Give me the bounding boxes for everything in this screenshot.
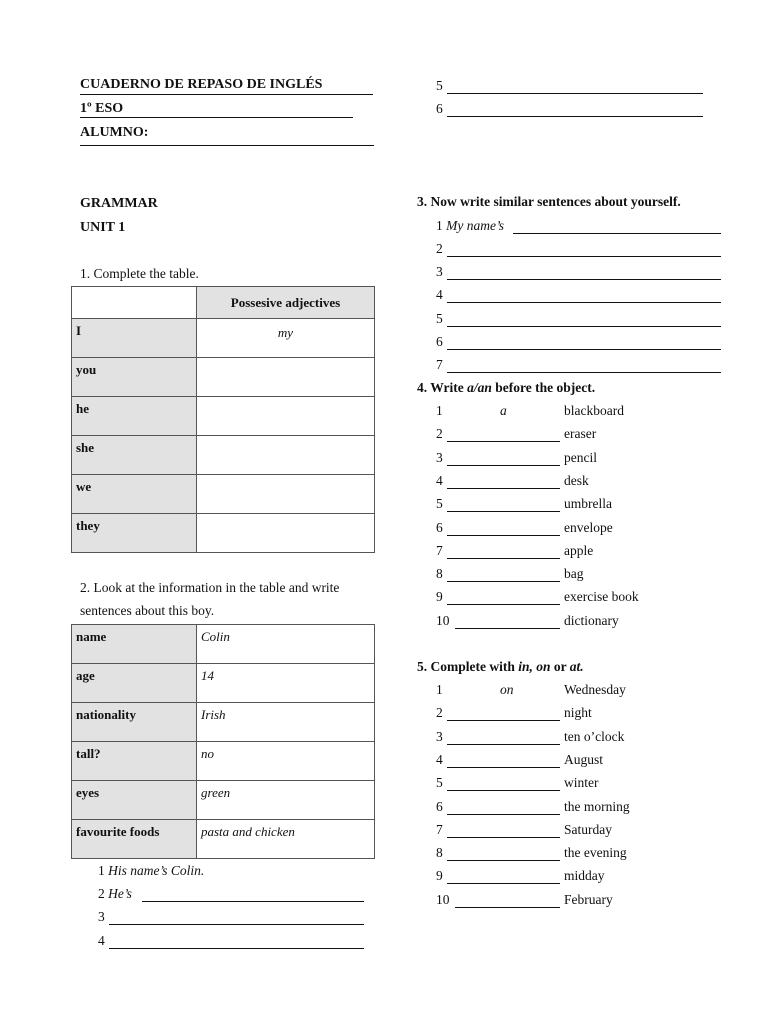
list-item <box>436 543 736 561</box>
table-row <box>72 820 375 859</box>
ex2-answer-6 <box>436 101 706 119</box>
answer-line[interactable] <box>447 93 703 94</box>
boy-info-table <box>71 624 375 859</box>
blank-line[interactable] <box>455 907 560 908</box>
ex5-instruction-em2: at. <box>569 659 584 674</box>
item-number: 5 <box>436 496 443 512</box>
blank-line[interactable] <box>447 488 560 489</box>
list-item <box>436 496 736 514</box>
ex2-answer-5 <box>436 78 706 96</box>
info-value-cell: Colin <box>197 625 375 664</box>
item-word: umbrella <box>564 496 612 512</box>
item-word: envelope <box>564 519 613 535</box>
possessive-table <box>71 286 375 553</box>
example-answer: on <box>500 682 514 697</box>
answer-number: 3 <box>98 909 105 924</box>
ex4-instruction-pre: 4. Write <box>417 380 468 395</box>
answer-prompt: He’s <box>108 886 132 901</box>
ex5-instruction <box>417 659 584 675</box>
answer-line[interactable] <box>447 349 721 350</box>
item-word: winter <box>564 775 599 791</box>
answer-number: 4 <box>98 933 105 948</box>
answer-line[interactable] <box>513 233 721 234</box>
table-row <box>72 514 375 553</box>
section-grammar: GRAMMAR <box>80 196 158 211</box>
ex2-answer-3 <box>98 909 368 927</box>
info-label-cell: name <box>72 625 197 664</box>
info-value-cell: no <box>197 742 375 781</box>
list-item <box>436 775 736 793</box>
student-label: ALUMNO: <box>80 125 149 140</box>
info-value-cell: Irish <box>197 703 375 742</box>
item-number: 9 <box>436 589 443 605</box>
answer-cell[interactable] <box>197 514 375 553</box>
ex4-instruction <box>417 380 595 396</box>
blank-line[interactable] <box>447 511 560 512</box>
info-label-cell: tall? <box>72 742 197 781</box>
ex2-answer-4 <box>98 933 368 951</box>
answer-line[interactable] <box>447 256 721 257</box>
info-value-cell: pasta and chicken <box>197 820 375 859</box>
table-row <box>72 436 375 475</box>
item-number: 7 <box>436 542 443 558</box>
blank-line[interactable] <box>447 744 560 745</box>
item-number: 8 <box>436 845 443 861</box>
table-row <box>72 664 375 703</box>
item-word: exercise book <box>564 589 639 605</box>
item-number: 7 <box>436 821 443 837</box>
list-item <box>436 845 736 863</box>
item-word: bag <box>564 566 584 582</box>
list-item <box>436 403 736 421</box>
list-item <box>436 822 736 840</box>
answer-line[interactable] <box>447 302 721 303</box>
table-corner-cell <box>72 287 197 319</box>
item-number: 3 <box>436 728 443 744</box>
answer-number: 4 <box>436 287 443 302</box>
ex3-answer-5 <box>436 311 726 329</box>
answer-number: 1 <box>98 863 105 878</box>
pronoun-cell: they <box>72 514 197 553</box>
answer-line[interactable] <box>109 948 364 949</box>
answer-number: 5 <box>436 78 443 93</box>
blank-line[interactable] <box>447 465 560 466</box>
ex4-instruction-post: before the object. <box>491 380 596 395</box>
ex3-answer-2 <box>436 241 726 259</box>
item-word: blackboard <box>564 403 624 418</box>
answer-line[interactable] <box>447 279 721 280</box>
blank-line[interactable] <box>447 883 560 884</box>
item-number: 2 <box>436 705 443 721</box>
item-word: pencil <box>564 449 597 465</box>
table-column-header: Possesive adjectives <box>197 287 375 319</box>
ex2-instruction-line2: sentences about this boy. <box>80 603 215 618</box>
item-number: 1 <box>436 403 443 418</box>
item-word: the evening <box>564 845 627 861</box>
item-word: midday <box>564 868 605 884</box>
list-item <box>436 520 736 538</box>
item-word: desk <box>564 472 589 488</box>
ex2-answer-2 <box>98 886 368 904</box>
blank-line[interactable] <box>447 441 560 442</box>
item-word: the morning <box>564 798 630 814</box>
item-number: 6 <box>436 798 443 814</box>
table-row <box>72 781 375 820</box>
pronoun-cell: you <box>72 358 197 397</box>
list-item <box>436 868 736 886</box>
list-item <box>436 892 736 910</box>
info-label-cell: eyes <box>72 781 197 820</box>
table-row <box>72 319 375 358</box>
blank-line[interactable] <box>447 558 560 559</box>
blank-line[interactable] <box>447 581 560 582</box>
pronoun-cell: she <box>72 436 197 475</box>
info-label-cell: age <box>72 664 197 703</box>
answer-line[interactable] <box>447 116 703 117</box>
table-row <box>72 358 375 397</box>
item-number: 6 <box>436 519 443 535</box>
answer-number: 7 <box>436 357 443 372</box>
list-item <box>436 473 736 491</box>
blank-line[interactable] <box>447 860 560 861</box>
info-value-cell: 14 <box>197 664 375 703</box>
answer-line[interactable] <box>142 901 364 902</box>
ex5-instruction-mid: or <box>550 659 570 674</box>
answer-prompt: My name’s <box>446 218 504 233</box>
blank-line[interactable] <box>447 837 560 838</box>
blank-line[interactable] <box>447 604 560 605</box>
list-item <box>436 450 736 468</box>
item-word: ten o’clock <box>564 728 625 744</box>
table-row <box>72 625 375 664</box>
item-word: dictionary <box>564 612 619 628</box>
ex5-instruction-em1: in, on <box>518 659 551 674</box>
answer-cell[interactable] <box>197 475 375 514</box>
list-item <box>436 705 736 723</box>
item-number: 1 <box>436 682 443 697</box>
title-underline <box>80 94 373 95</box>
blank-line[interactable] <box>447 790 560 791</box>
answer-number: 2 <box>436 241 443 256</box>
answer-number: 2 <box>98 886 105 901</box>
blank-line[interactable] <box>447 814 560 815</box>
ex3-answer-6 <box>436 334 726 352</box>
answer-number: 1 <box>436 218 443 233</box>
list-item <box>436 682 736 700</box>
table-row <box>72 742 375 781</box>
answer-number: 6 <box>436 334 443 349</box>
info-label-cell: nationality <box>72 703 197 742</box>
item-number: 3 <box>436 449 443 465</box>
answer-number: 6 <box>436 101 443 116</box>
section-unit: UNIT 1 <box>80 220 126 235</box>
course-line <box>80 117 353 118</box>
item-number: 4 <box>436 751 443 767</box>
answer-example: His name’s Colin. <box>108 863 205 878</box>
example-answer: a <box>500 403 507 418</box>
ex3-instruction: 3. Now write similar sentences about yourself. <box>417 194 681 209</box>
ex3-answer-1 <box>436 218 726 236</box>
list-item <box>436 589 736 607</box>
table-row <box>72 475 375 514</box>
item-word: night <box>564 705 592 721</box>
answer-cell[interactable] <box>197 436 375 475</box>
ex2-answer-1 <box>98 863 368 881</box>
item-word: February <box>564 891 613 907</box>
pronoun-cell: he <box>72 397 197 436</box>
answer-number: 5 <box>436 311 443 326</box>
item-word: Wednesday <box>564 682 626 697</box>
ex2-instruction-line1: 2. Look at the information in the table and write <box>80 580 340 595</box>
answer-cell[interactable] <box>197 358 375 397</box>
blank-line[interactable] <box>447 535 560 536</box>
item-number: 10 <box>436 891 450 907</box>
list-item <box>436 566 736 584</box>
info-label-cell: favourite foods <box>72 820 197 859</box>
ex4-instruction-em: a/an <box>467 380 492 395</box>
blank-line[interactable] <box>447 720 560 721</box>
list-item <box>436 729 736 747</box>
item-word: August <box>564 751 604 767</box>
ex3-answer-3 <box>436 264 726 282</box>
answer-line[interactable] <box>447 326 721 327</box>
answer-cell[interactable]: my <box>197 319 375 358</box>
course-label: 1º ESO <box>80 101 124 116</box>
item-number: 5 <box>436 775 443 791</box>
table-row <box>72 703 375 742</box>
item-word: eraser <box>564 426 597 442</box>
item-word: Saturday <box>564 821 612 837</box>
list-item <box>436 799 736 817</box>
item-number: 9 <box>436 868 443 884</box>
item-number: 4 <box>436 472 443 488</box>
worksheet-title: CUADERNO DE REPASO DE INGLÉS <box>80 77 323 92</box>
ex3-answer-7 <box>436 357 726 375</box>
item-number: 8 <box>436 566 443 582</box>
item-word: apple <box>564 542 594 558</box>
answer-line[interactable] <box>109 924 364 925</box>
ex1-instruction: 1. Complete the table. <box>80 266 199 281</box>
answer-line[interactable] <box>447 372 721 373</box>
blank-line[interactable] <box>455 628 560 629</box>
list-item <box>436 426 736 444</box>
answer-cell[interactable] <box>197 397 375 436</box>
student-line[interactable] <box>80 145 374 146</box>
answer-number: 3 <box>436 264 443 279</box>
ex3-answer-4 <box>436 287 726 305</box>
blank-line[interactable] <box>447 767 560 768</box>
item-number: 2 <box>436 426 443 442</box>
item-number: 10 <box>436 612 450 628</box>
list-item <box>436 752 736 770</box>
info-value-cell: green <box>197 781 375 820</box>
table-row <box>72 397 375 436</box>
list-item <box>436 613 736 631</box>
pronoun-cell: I <box>72 319 197 358</box>
ex5-instruction-pre: 5. Complete with <box>417 659 519 674</box>
pronoun-cell: we <box>72 475 197 514</box>
